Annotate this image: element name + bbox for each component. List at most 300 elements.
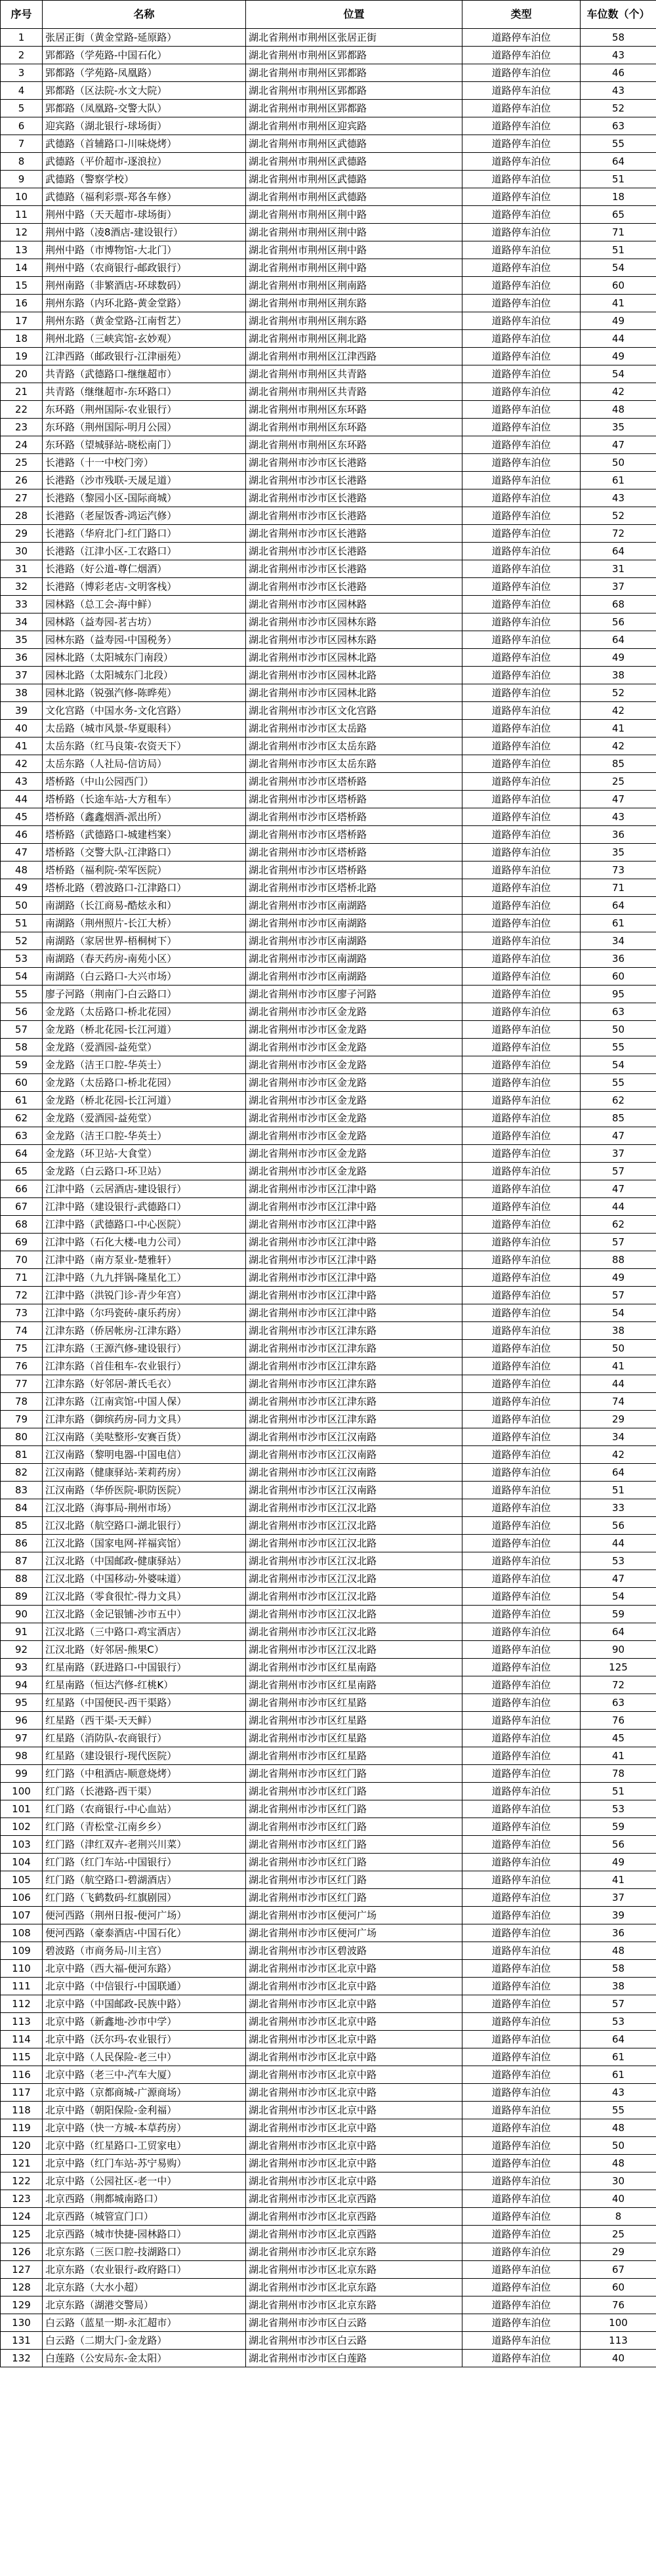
parking-type: 道路停车泊位 [462, 2013, 581, 2031]
road-section-name: 红星路（中国便民-西干渠路） [43, 1694, 246, 1712]
parking-type: 道路停车泊位 [462, 1446, 581, 1464]
road-section-name: 北京西路（城管宣门口） [43, 2208, 246, 2226]
location: 湖北省荆州市沙市区红门路 [246, 1854, 462, 1871]
location: 湖北省荆州市沙市区北京西路 [246, 2190, 462, 2208]
row-index: 69 [1, 1234, 43, 1251]
location: 湖北省荆州市沙市区北京中路 [246, 1960, 462, 1978]
table-row [1, 507, 656, 525]
road-section-name: 荆州中路（市博物馆-大北门） [43, 241, 246, 259]
parking-type: 道路停车泊位 [462, 1464, 581, 1482]
location: 湖北省荆州市沙市区金龙路 [246, 1163, 462, 1180]
row-index: 76 [1, 1358, 43, 1375]
spot-count: 61 [581, 472, 656, 489]
location: 湖北省荆州市荆州区东环路 [246, 419, 462, 436]
parking-type: 道路停车泊位 [462, 684, 581, 702]
spot-count: 35 [581, 844, 656, 862]
road-section-name: 太岳东路（人社局-信访局） [43, 755, 246, 773]
location: 湖北省荆州市沙市区北京中路 [246, 2066, 462, 2084]
parking-type: 道路停车泊位 [462, 1340, 581, 1358]
row-index: 48 [1, 862, 43, 879]
table-row [1, 1039, 656, 1056]
location: 湖北省荆州市沙市区廖子河路 [246, 986, 462, 1003]
spot-count: 56 [581, 1836, 656, 1854]
table-row [1, 117, 656, 135]
row-index: 60 [1, 1074, 43, 1092]
table-row [1, 1446, 656, 1464]
row-index: 38 [1, 684, 43, 702]
road-section-name: 白云路（二期大门-金龙路） [43, 2332, 246, 2350]
spot-count: 50 [581, 1021, 656, 1039]
row-index: 71 [1, 1269, 43, 1287]
location: 湖北省荆州市沙市区红门路 [246, 1800, 462, 1818]
parking-type: 道路停车泊位 [462, 1110, 581, 1127]
spot-count: 33 [581, 1499, 656, 1517]
spot-count: 64 [581, 631, 656, 649]
table-row [1, 348, 656, 365]
road-section-name: 北京中路（人民保险-老三中） [43, 2048, 246, 2066]
spot-count: 113 [581, 2332, 656, 2350]
road-section-name: 长港路（博彩老店-文明客栈） [43, 578, 246, 596]
location: 湖北省荆州市荆州区荆中路 [246, 241, 462, 259]
road-section-name: 园林北路（太阳城东门北段） [43, 667, 246, 684]
location: 湖北省荆州市沙市区红门路 [246, 1818, 462, 1836]
parking-type: 道路停车泊位 [462, 1375, 581, 1393]
road-section-name: 园林东路（益寿园-中国税务） [43, 631, 246, 649]
table-row [1, 1995, 656, 2013]
road-section-name: 郢都路（学苑路-凤凰路） [43, 64, 246, 82]
row-index: 47 [1, 844, 43, 862]
spot-count: 58 [581, 1960, 656, 1978]
row-index: 131 [1, 2332, 43, 2350]
location: 湖北省荆州市沙市区江汉北路 [246, 1606, 462, 1623]
location: 湖北省荆州市荆州区迎宾路 [246, 117, 462, 135]
parking-type: 道路停车泊位 [462, 82, 581, 100]
location: 湖北省荆州市沙市区江津中路 [246, 1234, 462, 1251]
road-section-name: 北京中路（京都商城-广源商场） [43, 2084, 246, 2102]
location: 湖北省荆州市荆州区东环路 [246, 401, 462, 419]
location: 湖北省荆州市沙市区金龙路 [246, 1074, 462, 1092]
row-index: 107 [1, 1907, 43, 1924]
row-index: 127 [1, 2261, 43, 2279]
table-row [1, 2119, 656, 2137]
parking-type: 道路停车泊位 [462, 543, 581, 560]
spot-count: 63 [581, 117, 656, 135]
location: 湖北省荆州市荆州区共青路 [246, 365, 462, 383]
spot-count: 53 [581, 1800, 656, 1818]
parking-type: 道路停车泊位 [462, 295, 581, 312]
parking-type: 道路停车泊位 [462, 1730, 581, 1747]
row-index: 128 [1, 2279, 43, 2296]
row-index: 12 [1, 224, 43, 241]
row-index: 75 [1, 1340, 43, 1358]
spot-count: 45 [581, 1730, 656, 1747]
road-section-name: 荆州中路（天天超市-球场街） [43, 206, 246, 224]
spot-count: 46 [581, 64, 656, 82]
location: 湖北省荆州市沙市区江津东路 [246, 1358, 462, 1375]
location: 湖北省荆州市沙市区北京中路 [246, 1995, 462, 2013]
table-row [1, 1287, 656, 1304]
road-section-name: 江汉北路（零食很忙-得力文具） [43, 1588, 246, 1606]
row-index: 123 [1, 2190, 43, 2208]
road-section-name: 郢都路（区法院-水文大院） [43, 82, 246, 100]
parking-type: 道路停车泊位 [462, 1712, 581, 1730]
road-section-name: 江汉北路（中国邮政-健康驿站） [43, 1552, 246, 1570]
spot-count: 50 [581, 454, 656, 472]
spot-count: 41 [581, 295, 656, 312]
location: 湖北省荆州市沙市区南湖路 [246, 968, 462, 986]
spot-count: 57 [581, 1163, 656, 1180]
table-row [1, 1110, 656, 1127]
road-section-name: 江津东路（御缤药房-同力文具） [43, 1411, 246, 1428]
road-section-name: 太岳东路（红马良策-农资天下） [43, 737, 246, 755]
row-index: 116 [1, 2066, 43, 2084]
parking-type: 道路停车泊位 [462, 171, 581, 188]
row-index: 97 [1, 1730, 43, 1747]
parking-type: 道路停车泊位 [462, 932, 581, 950]
road-section-name: 园林北路（锐强汽修-陈晔苑） [43, 684, 246, 702]
location: 湖北省荆州市沙市区白云路 [246, 2332, 462, 2350]
table-row [1, 153, 656, 171]
row-index: 11 [1, 206, 43, 224]
spot-count: 41 [581, 1747, 656, 1765]
road-section-name: 碧波路（市商务局-川主宫） [43, 1942, 246, 1960]
parking-type: 道路停车泊位 [462, 259, 581, 277]
road-section-name: 红星路（西干渠-天天鲜） [43, 1712, 246, 1730]
row-index: 118 [1, 2102, 43, 2119]
location: 湖北省荆州市沙市区红星南路 [246, 1676, 462, 1694]
parking-type: 道路停车泊位 [462, 472, 581, 489]
location: 湖北省荆州市沙市区江汉北路 [246, 1499, 462, 1517]
road-section-name: 红星南路（恒达汽修-红桃K） [43, 1676, 246, 1694]
parking-type: 道路停车泊位 [462, 1056, 581, 1074]
road-section-name: 红门路（飞鹤数码-红旗剧园） [43, 1889, 246, 1907]
table-row [1, 1942, 656, 1960]
row-index: 29 [1, 525, 43, 543]
road-section-name: 长港路（江津小区-工农路口） [43, 543, 246, 560]
road-section-name: 长港路（十一中校门旁） [43, 454, 246, 472]
road-section-name: 江津中路（南方泵业-楚雅轩） [43, 1251, 246, 1269]
road-section-name: 江汉北路（海事局-荆州市场） [43, 1499, 246, 1517]
location: 湖北省荆州市沙市区长港路 [246, 507, 462, 525]
location: 湖北省荆州市沙市区太岳东路 [246, 737, 462, 755]
location: 湖北省荆州市荆州区武德路 [246, 171, 462, 188]
header-index: 序号 [1, 1, 43, 29]
spot-count: 42 [581, 1446, 656, 1464]
road-section-name: 北京东路（湖港交警局） [43, 2296, 246, 2314]
location: 湖北省荆州市沙市区江汉北路 [246, 1641, 462, 1659]
parking-type: 道路停车泊位 [462, 188, 581, 206]
table-row [1, 844, 656, 862]
parking-type: 道路停车泊位 [462, 2279, 581, 2296]
road-section-name: 文化宫路（中国水务-文化宫路） [43, 702, 246, 720]
road-section-name: 北京中路（红门车站-苏宁易购） [43, 2155, 246, 2172]
header-location: 位置 [246, 1, 462, 29]
road-section-name: 武德路（福利彩票-郑各车修） [43, 188, 246, 206]
spot-count: 85 [581, 1110, 656, 1127]
location: 湖北省荆州市沙市区塔桥路 [246, 826, 462, 844]
road-section-name: 江汉南路（华侨医院-职防医院） [43, 1482, 246, 1499]
table-row [1, 224, 656, 241]
row-index: 39 [1, 702, 43, 720]
table-row [1, 259, 656, 277]
parking-type: 道路停车泊位 [462, 1552, 581, 1570]
table-row [1, 1552, 656, 1570]
location: 湖北省荆州市沙市区江津中路 [246, 1198, 462, 1216]
table-row [1, 1694, 656, 1712]
road-section-name: 园林路（益寿园-茗古坊） [43, 613, 246, 631]
parking-type: 道路停车泊位 [462, 702, 581, 720]
location: 湖北省荆州市沙市区红星路 [246, 1747, 462, 1765]
table-header-row [1, 1, 656, 29]
row-index: 72 [1, 1287, 43, 1304]
table-row [1, 1145, 656, 1163]
table-row [1, 64, 656, 82]
table-row [1, 1464, 656, 1482]
location: 湖北省荆州市沙市区南湖路 [246, 950, 462, 968]
location: 湖北省荆州市沙市区园林东路 [246, 631, 462, 649]
table-row [1, 277, 656, 295]
location: 湖北省荆州市荆州区张居正街 [246, 29, 462, 47]
parking-type: 道路停车泊位 [462, 1659, 581, 1676]
row-index: 70 [1, 1251, 43, 1269]
row-index: 73 [1, 1304, 43, 1322]
row-index: 27 [1, 489, 43, 507]
location: 湖北省荆州市沙市区江汉南路 [246, 1428, 462, 1446]
road-section-name: 江汉南路（健康驿站-茉莉药房） [43, 1464, 246, 1482]
parking-type: 道路停车泊位 [462, 1269, 581, 1287]
spot-count: 36 [581, 1924, 656, 1942]
row-index: 89 [1, 1588, 43, 1606]
spot-count: 48 [581, 2119, 656, 2137]
row-index: 18 [1, 330, 43, 348]
table-row [1, 755, 656, 773]
parking-type: 道路停车泊位 [462, 1606, 581, 1623]
row-index: 8 [1, 153, 43, 171]
row-index: 37 [1, 667, 43, 684]
spot-count: 57 [581, 1234, 656, 1251]
table-row [1, 1960, 656, 1978]
parking-type: 道路停车泊位 [462, 596, 581, 613]
parking-type: 道路停车泊位 [462, 737, 581, 755]
parking-type: 道路停车泊位 [462, 2350, 581, 2367]
parking-type: 道路停车泊位 [462, 135, 581, 153]
location: 湖北省荆州市荆州区共青路 [246, 383, 462, 401]
table-row [1, 1570, 656, 1588]
row-index: 62 [1, 1110, 43, 1127]
location: 湖北省荆州市沙市区文化宫路 [246, 702, 462, 720]
spot-count: 35 [581, 419, 656, 436]
table-row [1, 206, 656, 224]
table-row [1, 525, 656, 543]
table-row [1, 932, 656, 950]
road-section-name: 南湖路（长江商易-酷炫永和） [43, 897, 246, 915]
table-row [1, 1712, 656, 1730]
parking-type: 道路停车泊位 [462, 897, 581, 915]
row-index: 64 [1, 1145, 43, 1163]
location: 湖北省荆州市沙市区塔桥路 [246, 862, 462, 879]
header-spot-count: 车位数（个） [581, 1, 656, 29]
parking-type: 道路停车泊位 [462, 862, 581, 879]
row-index: 68 [1, 1216, 43, 1234]
location: 湖北省荆州市沙市区江津中路 [246, 1180, 462, 1198]
row-index: 108 [1, 1924, 43, 1942]
location: 湖北省荆州市沙市区园林北路 [246, 684, 462, 702]
spot-count: 43 [581, 47, 656, 64]
table-row [1, 2190, 656, 2208]
row-index: 56 [1, 1003, 43, 1021]
location: 湖北省荆州市沙市区长港路 [246, 489, 462, 507]
road-section-name: 北京东路（农业银行-政府路口） [43, 2261, 246, 2279]
road-section-name: 金龙路（洁王口腔-华英士） [43, 1056, 246, 1074]
table-row [1, 791, 656, 808]
spot-count: 64 [581, 1623, 656, 1641]
road-section-name: 塔桥路（福利院-荣军医院） [43, 862, 246, 879]
parking-type: 道路停车泊位 [462, 1854, 581, 1871]
spot-count: 43 [581, 2084, 656, 2102]
spot-count: 38 [581, 1978, 656, 1995]
spot-count: 51 [581, 1482, 656, 1499]
location: 湖北省荆州市沙市区红星南路 [246, 1659, 462, 1676]
road-section-name: 北京东路（三医口腔-技湖路口） [43, 2243, 246, 2261]
spot-count: 59 [581, 1818, 656, 1836]
table-row [1, 1304, 656, 1322]
row-index: 74 [1, 1322, 43, 1340]
road-section-name: 金龙路（桥北花园-长江河道） [43, 1021, 246, 1039]
spot-count: 43 [581, 82, 656, 100]
parking-type: 道路停车泊位 [462, 560, 581, 578]
table-row [1, 702, 656, 720]
location: 湖北省荆州市沙市区白莲路 [246, 2350, 462, 2367]
location: 湖北省荆州市沙市区红星路 [246, 1712, 462, 1730]
table-row [1, 2226, 656, 2243]
road-section-name: 长港路（老屋饭香-鸿运汽修） [43, 507, 246, 525]
spot-count: 74 [581, 1393, 656, 1411]
row-index: 5 [1, 100, 43, 117]
table-row [1, 241, 656, 259]
parking-type: 道路停车泊位 [462, 401, 581, 419]
spot-count: 48 [581, 1942, 656, 1960]
row-index: 52 [1, 932, 43, 950]
spot-count: 54 [581, 259, 656, 277]
location: 湖北省荆州市沙市区北京中路 [246, 2102, 462, 2119]
road-section-name: 荆州东路（内环北路-黄金堂路） [43, 295, 246, 312]
location: 湖北省荆州市沙市区红星路 [246, 1730, 462, 1747]
location: 湖北省荆州市沙市区长港路 [246, 560, 462, 578]
parking-type: 道路停车泊位 [462, 1304, 581, 1322]
table-row [1, 383, 656, 401]
parking-type: 道路停车泊位 [462, 2119, 581, 2137]
location: 湖北省荆州市荆州区郢都路 [246, 82, 462, 100]
table-row [1, 2296, 656, 2314]
spot-count: 54 [581, 1304, 656, 1322]
header-type: 类型 [462, 1, 581, 29]
table-row [1, 667, 656, 684]
location: 湖北省荆州市沙市区红门路 [246, 1765, 462, 1783]
location: 湖北省荆州市沙市区北京东路 [246, 2261, 462, 2279]
parking-type: 道路停车泊位 [462, 844, 581, 862]
spot-count: 71 [581, 224, 656, 241]
road-section-name: 北京中路（红星路口-工贸家电） [43, 2137, 246, 2155]
row-index: 88 [1, 1570, 43, 1588]
parking-type: 道路停车泊位 [462, 1960, 581, 1978]
row-index: 45 [1, 808, 43, 826]
location: 湖北省荆州市沙市区红门路 [246, 1889, 462, 1907]
road-section-name: 太岳路（城市风景-华夏眼科） [43, 720, 246, 737]
road-section-name: 共青路（继继超市-东环路口） [43, 383, 246, 401]
row-index: 32 [1, 578, 43, 596]
row-index: 9 [1, 171, 43, 188]
parking-type: 道路停车泊位 [462, 1251, 581, 1269]
table-row [1, 596, 656, 613]
parking-type: 道路停车泊位 [462, 631, 581, 649]
spot-count: 44 [581, 330, 656, 348]
spot-count: 55 [581, 135, 656, 153]
spot-count: 42 [581, 383, 656, 401]
row-index: 20 [1, 365, 43, 383]
parking-type: 道路停车泊位 [462, 436, 581, 454]
parking-type: 道路停车泊位 [462, 950, 581, 968]
location: 湖北省荆州市荆州区荆中路 [246, 259, 462, 277]
road-section-name: 武德路（首辅路口-川味烧烤） [43, 135, 246, 153]
spot-count: 67 [581, 2261, 656, 2279]
table-row [1, 171, 656, 188]
parking-type: 道路停车泊位 [462, 489, 581, 507]
location: 湖北省荆州市沙市区江津中路 [246, 1269, 462, 1287]
parking-type: 道路停车泊位 [462, 1942, 581, 1960]
spot-count: 51 [581, 1783, 656, 1800]
parking-type: 道路停车泊位 [462, 1234, 581, 1251]
parking-type: 道路停车泊位 [462, 1535, 581, 1552]
row-index: 99 [1, 1765, 43, 1783]
row-index: 59 [1, 1056, 43, 1074]
spot-count: 31 [581, 560, 656, 578]
row-index: 132 [1, 2350, 43, 2367]
table-row [1, 826, 656, 844]
location: 湖北省荆州市荆州区武德路 [246, 188, 462, 206]
spot-count: 85 [581, 755, 656, 773]
table-row [1, 862, 656, 879]
parking-type: 道路停车泊位 [462, 1287, 581, 1304]
row-index: 95 [1, 1694, 43, 1712]
table-row [1, 1535, 656, 1552]
parking-type: 道路停车泊位 [462, 879, 581, 897]
road-section-name: 红星路（消防队-农商银行） [43, 1730, 246, 1747]
spot-count: 73 [581, 862, 656, 879]
parking-type: 道路停车泊位 [462, 29, 581, 47]
table-row [1, 1411, 656, 1428]
spot-count: 95 [581, 986, 656, 1003]
table-row [1, 489, 656, 507]
row-index: 86 [1, 1535, 43, 1552]
table-row [1, 401, 656, 419]
table-row [1, 1517, 656, 1535]
parking-type: 道路停车泊位 [462, 1818, 581, 1836]
spot-count: 60 [581, 2279, 656, 2296]
table-row [1, 454, 656, 472]
location: 湖北省荆州市沙市区南湖路 [246, 915, 462, 932]
location: 湖北省荆州市沙市区便河广场 [246, 1924, 462, 1942]
road-section-name: 江津中路（云居酒店-建设银行） [43, 1180, 246, 1198]
road-section-name: 江汉北路（航空路口-湖北银行） [43, 1517, 246, 1535]
spot-count: 58 [581, 29, 656, 47]
table-row [1, 1393, 656, 1411]
location: 湖北省荆州市沙市区南湖路 [246, 897, 462, 915]
row-index: 115 [1, 2048, 43, 2066]
parking-type: 道路停车泊位 [462, 755, 581, 773]
location: 湖北省荆州市沙市区金龙路 [246, 1127, 462, 1145]
road-section-name: 红门路（中租酒店-顺意烧烤） [43, 1765, 246, 1783]
row-index: 84 [1, 1499, 43, 1517]
